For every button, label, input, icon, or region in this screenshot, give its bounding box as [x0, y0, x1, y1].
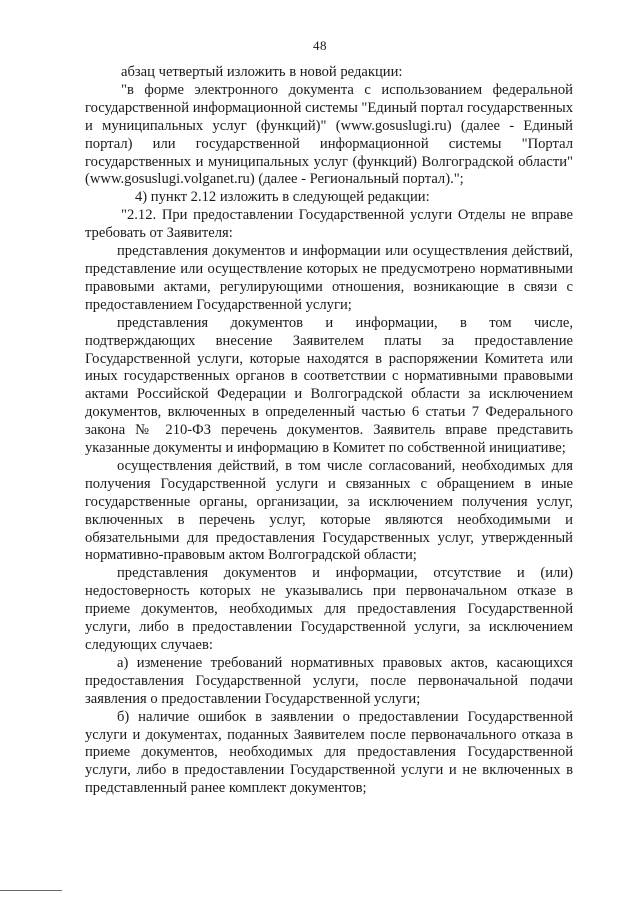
paragraph-item-4: 4) пункт 2.12 изложить в следующей редакции:	[135, 189, 430, 206]
paragraph-documents-payment: представления документов и информации, в том числе, подтверждающих внесение Заявителем платы за предоставление Государственной услуги, которые находятся в распоряжении Комитета или иных государственных органов в соответствии с нормативными правовыми актами Российской Федерации и Волгоградской области за исключением документов, включенных в определенный частью 6 статьи 7 Федерального закона № 210-ФЗ перечень документов. Заявитель вправе представить указанные документы и информацию в Комитет по собственной инициативе;	[85, 314, 573, 457]
footer-divider	[0, 890, 62, 891]
paragraph-case-a: а) изменение требований нормативных правовых актов, касающихся предоставления Государственной услуги, после первоначальной подачи заявления о предоставлении Государственной услуги;	[85, 654, 573, 707]
paragraph-2-12: "2.12. При предоставлении Государственной услуги Отделы не вправе требовать от Заявителя:	[85, 207, 573, 242]
page-number: 48	[313, 38, 327, 53]
paragraph-missing-info: представления документов и информации, отсутствие и (или) недостоверность которых не указывались при первоначальном отказе в приеме документов, необходимых для предоставления Государственной услуги, либо в предоставлении Государственной услуги, за исключением следующих случаев:	[85, 565, 573, 653]
paragraph-abzac-4: абзац четвертый изложить в новой редакции:	[121, 64, 403, 80]
paragraph-documents-actions: представления документов и информации или осуществления действий, представление или осуществление которых не предусмотрено нормативными правовыми актами, регулирующими отношения, возникающие в связи с предоставлением Государственной услуги;	[85, 243, 573, 313]
document-body	[85, 64, 573, 798]
paragraph-approvals: осуществления действий, в том числе согласований, необходимых для получения Государственной услуги и связанных с обращением в иные государственные органы, организации, за исключением получения услуг, включенных в перечень услуг, которые являются необходимыми и обязательными для предоставления Государственных услуг, утвержденный нормативно-правовым актом Волгоградской области;	[85, 457, 573, 564]
paragraph-electronic-form: "в форме электронного документа с использованием федеральной государственной информационной системы "Единый портал государственных и муниципальных услуг (функций)" (www.gosuslugi.ru) (далее - Единый портал) или государственной информационной системы "Портал государственных и муниципальных услуг (функций) Волгоградской области" (www.gosuslugi.volganet.ru) (далее - Региональный портал).";	[85, 81, 573, 188]
paragraph-case-b: б) наличие ошибок в заявлении о предоставлении Государственной услуги и документах, поданных Заявителем после первоначального отказа в приеме документов, необходимых для предоставления Государственной услуги, либо в предоставлении Государственной услуги и не включенных в представленный ранее комплект документов;	[85, 708, 573, 797]
